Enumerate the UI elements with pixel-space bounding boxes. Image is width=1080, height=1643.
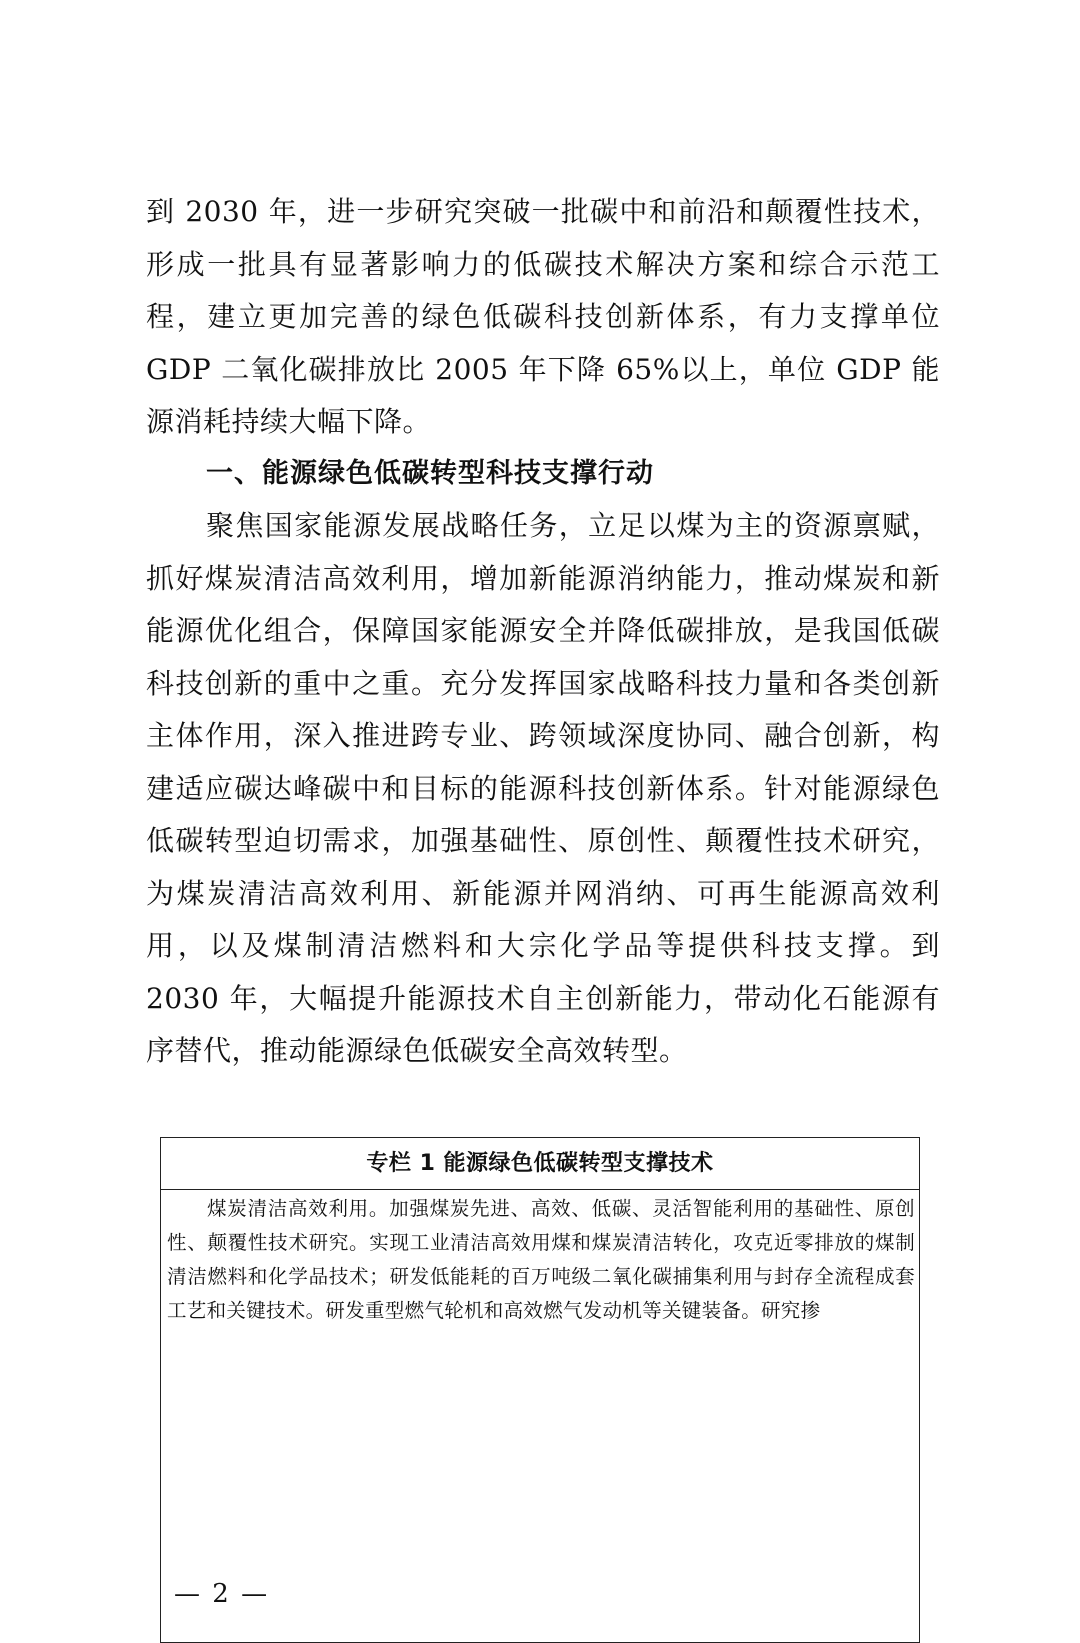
section-body-paragraph: 聚焦国家能源发展战略任务，立足以煤为主的资源禀赋，抓好煤炭清洁高效利用，增加新能源消纳能力，推动煤炭和新能源优化组合，保障国家能源安全并降低碳排放，是我国低碳科技创新的重中之重。充分发挥国家战略科技力量和各类创新主体作用，深入推进跨专业、跨领域深度协同、融合创新，构建适应碳达峰碳中和目标的能源科技创新体系。针对能源绿色低碳转型迫切需求，加强基础性、原创性、颠覆性技术研究，为煤炭清洁高效利用、新能源并网消纳、可再生能源高效利用，以及煤制清洁燃料和大宗化学品等提供科技支撑。到 2030 年，大幅提升能源技术自主创新能力，带动化石能源有序替代，推动能源绿色低碳安全高效转型。 <box>146 509 940 1067</box>
column-box <box>160 1137 920 1643</box>
page-number: — 2 — <box>174 1579 270 1609</box>
section-heading: 一、能源绿色低碳转型科技支撑行动 <box>206 458 654 489</box>
column-box-title: 专栏 1 能源绿色低碳转型支撑技术 <box>161 1138 919 1190</box>
intro-paragraph: 到 2030 年，进一步研究突破一批碳中和前沿和颠覆性技术，形成一批具有显著影响力的低碳技术解决方案和综合示范工程，建立更加完善的绿色低碳科技创新体系，有力支撑单位 GDP 二氧化碳排放比 2005 年下降 65%以上，单位 GDP 能源消耗持续大幅下降。 <box>146 195 940 438</box>
column-box-body: 煤炭清洁高效利用。加强煤炭先进、高效、低碳、灵活智能利用的基础性、原创性、颠覆性技术研究。实现工业清洁高效用煤和煤炭清洁转化，攻克近零排放的煤制清洁燃料和化学品技术；研发低能耗的百万吨级二氧化碳捕集利用与封存全流程成套工艺和关键技术。研发重型燃气轮机和高效燃气发动机等关键装备。研究掺 <box>167 1197 915 1322</box>
